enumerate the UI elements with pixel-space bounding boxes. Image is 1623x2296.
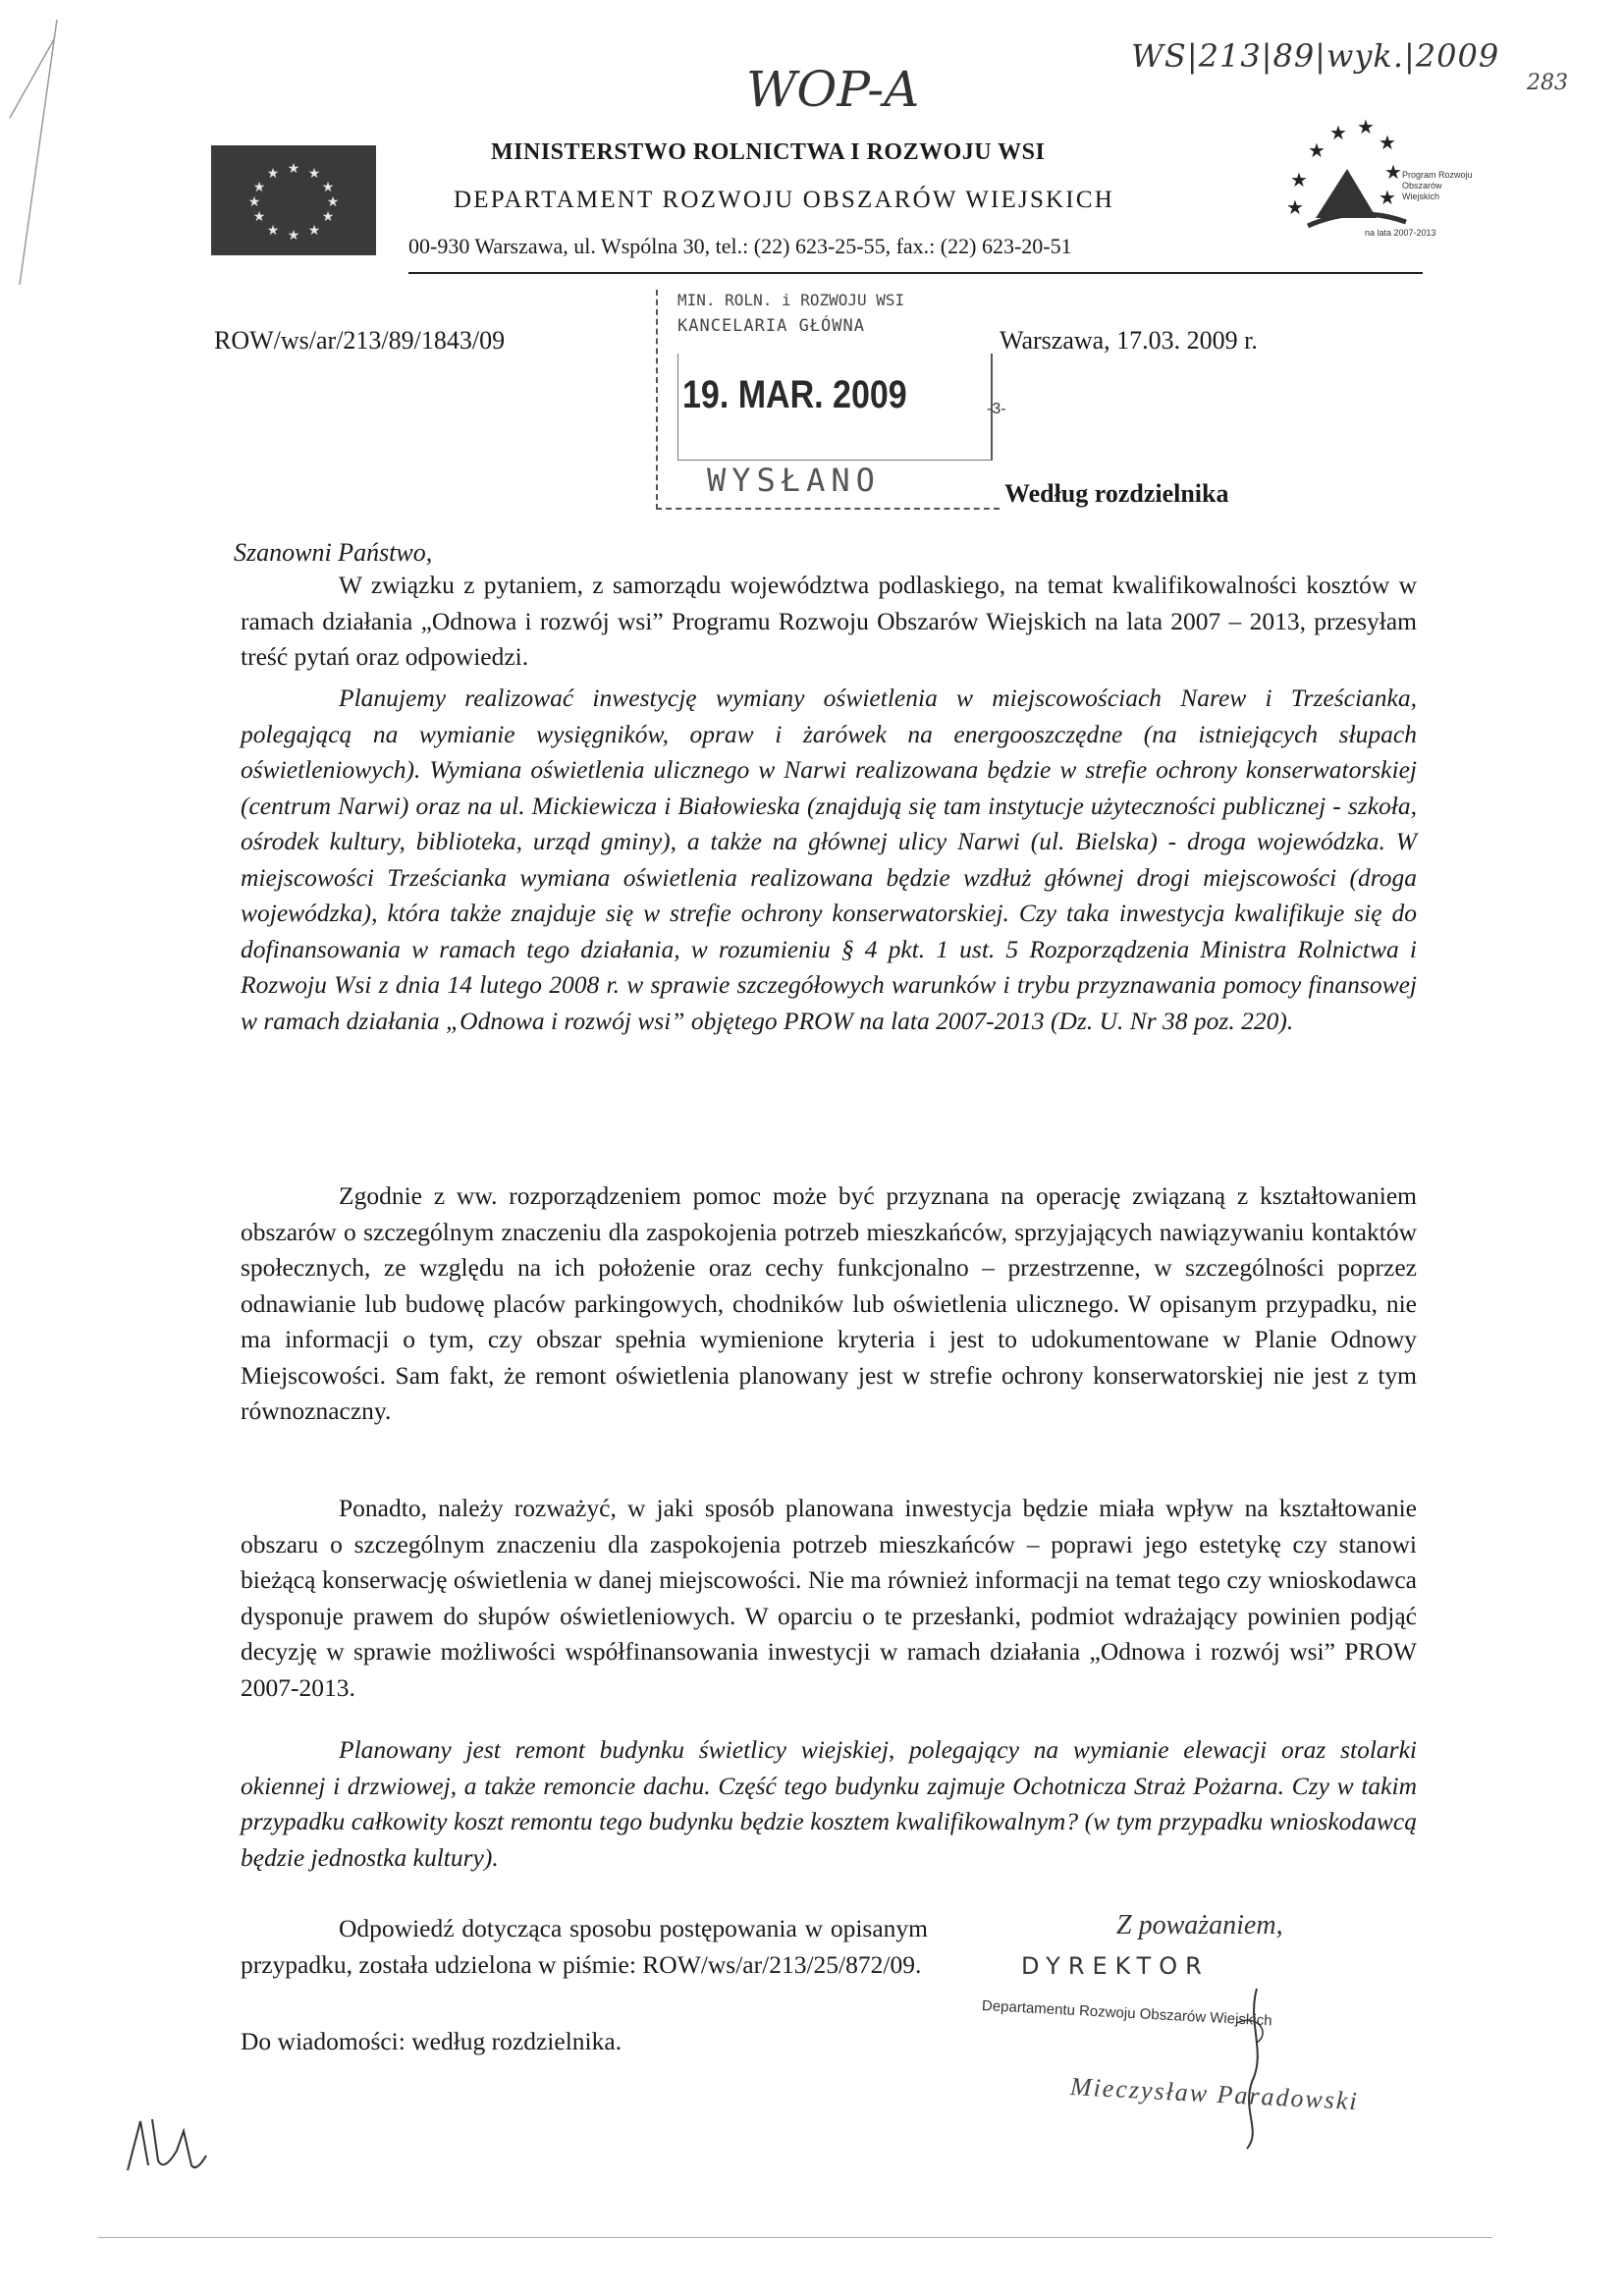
svg-text:★: ★	[266, 166, 280, 182]
svg-text:★: ★	[307, 166, 321, 182]
handwritten-signature	[1227, 1984, 1286, 2151]
paragraph-answer-1: Zgodnie z ww. rozporządzeniem pomoc może być przyznana na operację związaną z kształtowaniem obszarów o szczególnym znaczeniu dla zaspokojenia potrzeb mieszkańców, sprzyjających nawiązywaniu kontaktów społecznych, ze względu na ich położenie oraz cechy funkcjonalno – przestrzenne, w szczególności poprzez odnawianie lub budowę placów parkingowych, chodników lub oświetlenia ulicznego. W opisanym przypadku, nie ma informacji o tym, czy obszar spełnia wymienione kryteria i jest to udokumentowane w Planie Odnowy Miejscowości. Sam fakt, że remont oświetlenia planowany jest w strefie ochrony konserwatorskiej nie jest z tym równoznaczny.	[241, 1181, 1417, 1425]
stamp-office: KANCELARIA GŁÓWNA	[677, 316, 865, 336]
ministry-address: 00-930 Warszawa, ul. Wspólna 30, tel.: (22) 623-25-55, fax.: (22) 623-20-51	[408, 234, 1072, 258]
carbon-copy-line: Do wiadomości: według rozdzielnika.	[241, 2027, 622, 2055]
svg-text:★: ★	[326, 194, 340, 210]
svg-text:★: ★	[1308, 138, 1325, 162]
recipients-line: Według rozdzielnika	[1004, 479, 1229, 508]
handwritten-initials	[123, 2111, 211, 2180]
svg-text:★: ★	[321, 180, 335, 195]
signatory-name: Mieczysław Paradowski	[1069, 2072, 1360, 2116]
svg-text:★: ★	[287, 228, 300, 244]
paragraph-question-2: Planowany jest remont budynku świetlicy wiejskiej, polegający na wymianie elewacji oraz stolarki okiennej i drzwiowej, a także remoncie dachu. Część tego budynku zajmuje Ochotnicza Straż Pożarna. Czy w takim przypadku całkowity koszt remontu tego budynku będzie kosztem kwalifikowalnym? (w tym przypadku wnioskodawcą będzie jednostka kultury).	[241, 1735, 1417, 1872]
paragraph-answer-1-continued: Ponadto, należy rozważyć, w jaki sposób planowana inwestycja będzie miała wpływ na kształtowanie obszaru o szczególnym znaczeniu dla zaspokojenia potrzeb mieszkańców – poprawi jego estetykę czy stanowi bieżącą konserwację oświetlenia w danej miejscowości. Nie ma również informacji na temat tego czy wnioskodawca dysponuje prawem do słupów oświetleniowych. W oparciu o te przesłanki, podmiot wdrażający powinien podjąć decyzję w sprawie możliwości współfinansowania inwestycji w ramach działania „Odnowa i rozwój wsi” PROW 2007-2013.	[241, 1494, 1417, 1702]
svg-text:★: ★	[252, 209, 266, 225]
svg-text:★: ★	[1329, 121, 1347, 144]
page-number: 283	[1527, 71, 1568, 95]
svg-text:★: ★	[1379, 186, 1396, 209]
svg-text:★: ★	[1286, 195, 1304, 219]
salutation: Szanowni Państwo,	[234, 538, 433, 567]
paragraph-answer-2: Odpowiedź dotycząca sposobu postępowania w opisanym przypadku, została udzielona w piśmie: ROW/ws/ar/213/25/872/09.	[241, 1914, 928, 1979]
department-name: DEPARTAMENT ROZWOJU OBSZARÓW WIEJSKICH	[454, 187, 1114, 213]
signature-closing: Z poważaniem,	[1116, 1910, 1283, 1941]
signature-department: Departamentu Rozwoju Obszarów Wiejskich	[981, 1997, 1272, 2030]
paragraph-question-1: Planujemy realizować inwestycję wymiany oświetlenia w miejscowościach Narew i Trześcianka, polegającą na wymianie wysięgników, opraw i żarówek na energooszczędne (na istniejących słupach oświetleniowych). Wymiana oświetlenia ulicznego w Narwi realizowana będzie w strefie ochrony konserwatorskiej (centrum Narwi) oraz na ul. Mickiewicza i Białowieska (znajdują się tam instytucje użyteczności publicznej - szkoła, ośrodek kultury, biblioteka, urząd gminy), a także na głównej ulicy Narwi (ul. Bielska) - droga wojewódzka. W miejscowości Trześcianka wymiana oświetlenia realizowana będzie wzdłuż głównej drogi miejscowości (droga wojewódzka), która także znajduje się w strefie ochrony konserwatorskiej. Czy taka inwestycja kwalifikuje się do dofinansowania w ramach tego działania, w rozumieniu § 4 pkt. 1 ust. 5 Rozporządzenia Ministra Rolnictwa i Rozwoju Wsi z dnia 14 lutego 2008 r. w sprawie szczegółowych warunków i trybu przyznawania pomocy finansowej w ramach działania „Odnowa i rozwój wsi” objętego PROW na lata 2007-2013 (Dz. U. Nr 38 poz. 220).	[241, 683, 1417, 1035]
svg-text:★: ★	[1357, 115, 1375, 138]
scan-edge-mark	[0, 0, 59, 295]
signature-title: DYREKTOR	[1021, 1952, 1210, 1980]
stamp-ministry: MIN. ROLN. i ROZWOJU WSI	[677, 291, 905, 309]
stamp-sent-label: WYSŁANO	[707, 462, 881, 499]
svg-text:★: ★	[307, 223, 321, 239]
svg-text:★: ★	[266, 223, 280, 239]
reference-number: ROW/ws/ar/213/89/1843/09	[214, 326, 506, 355]
eu-flag-logo	[211, 145, 376, 255]
prow-logo-years: na lata 2007-2013	[1365, 228, 1436, 238]
handwritten-case-number: WS|213|89|wyk.|2009	[1131, 37, 1500, 75]
ministry-name: MINISTERSTWO ROLNICTWA I ROZWOJU WSI	[491, 139, 1046, 165]
svg-text:★: ★	[1290, 168, 1308, 191]
svg-text:★: ★	[247, 194, 261, 210]
svg-text:★: ★	[1379, 131, 1396, 154]
paragraph-intro: W związku z pytaniem, z samorządu województwa podlaskiego, na temat kwalifikowalności kosztów w ramach działania „Odnowa i rozwój wsi” Programu Rozwoju Obszarów Wiejskich na lata 2007 – 2013, przesyłam treść pytań oraz odpowiedzi.	[241, 571, 1417, 671]
svg-text:★: ★	[287, 161, 300, 177]
svg-text:★: ★	[1384, 160, 1402, 184]
svg-text:★: ★	[321, 209, 335, 225]
footer-rule	[98, 2237, 1492, 2238]
stamp-page-count: -3-	[987, 401, 1006, 417]
place-and-date: Warszawa, 17.03. 2009 r.	[1000, 326, 1258, 355]
svg-text:★: ★	[252, 180, 266, 195]
handwritten-note-center: WOP-A	[746, 61, 920, 118]
prow-logo-text: Program Rozwoju Obszarów Wiejskich	[1402, 170, 1473, 201]
header-divider	[408, 272, 1423, 274]
stamp-date: 19. MAR. 2009	[682, 373, 907, 416]
